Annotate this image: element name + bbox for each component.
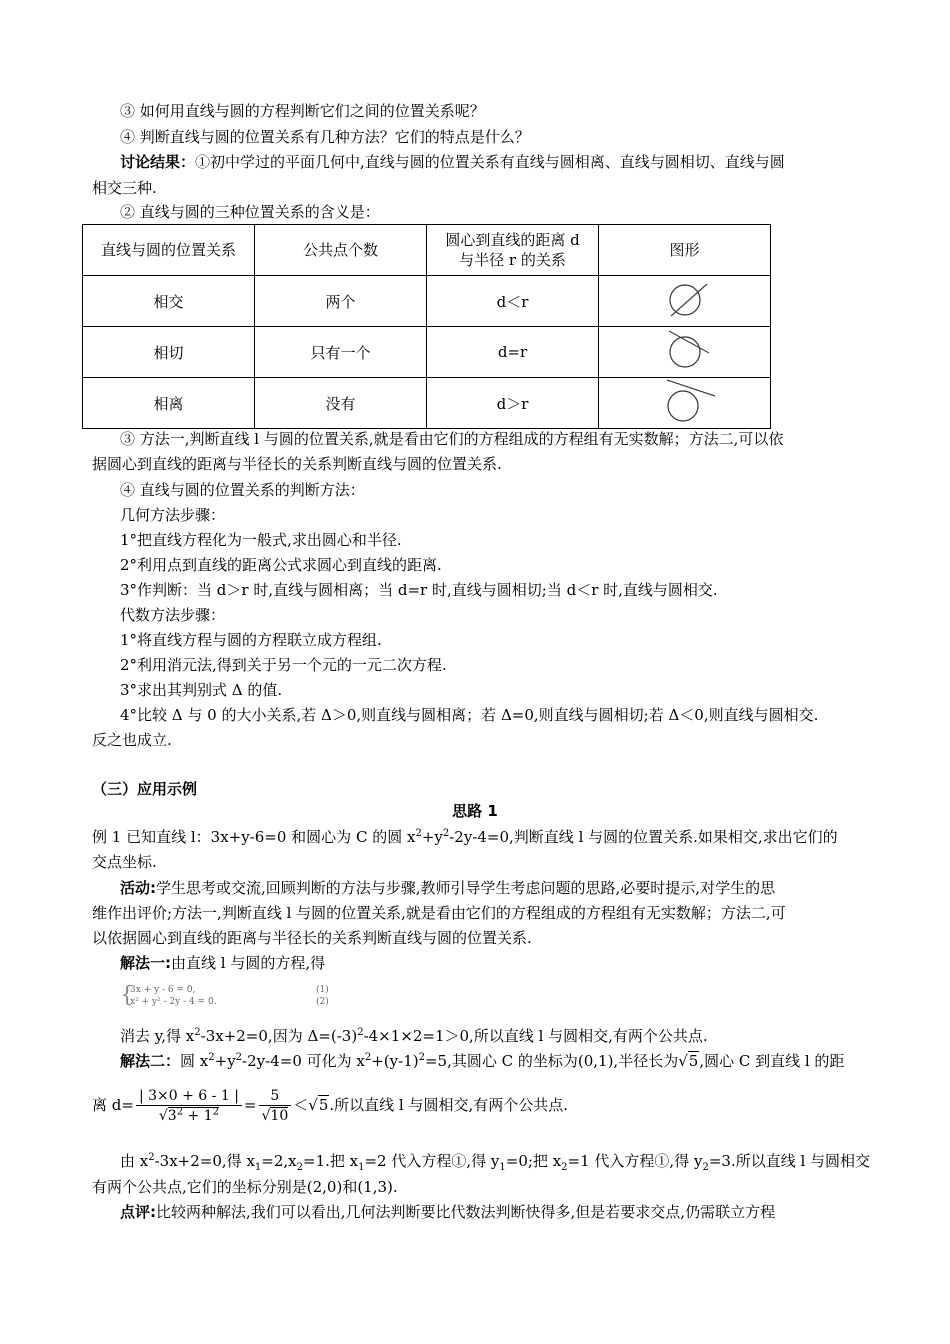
figure-intersecting (599, 276, 771, 327)
header-distance: 圆心到直线的距离 d 与半径 r 的关系 (427, 225, 599, 276)
figure-tangent (599, 327, 771, 378)
algebra-step-4-cont: 反之也成立. (92, 731, 172, 749)
method-para-1: ③ 方法一,判断直线 l 与圆的位置关系,就是看由它们的方程组成的方程组有无实数解；方法二,可以依 (120, 430, 784, 448)
equation-system: { 3x + y - 6 = 0, (1) x² + y² - 2y - 4 = 0. (2) (120, 983, 329, 1008)
distance-fraction: $\frac{| 3\times 0 + 6 - 1 |}{√3^2 + 1^2}$ (136, 1087, 242, 1126)
comment-label: 点评: (120, 1203, 156, 1221)
solution-2-label: 解法二： (120, 1052, 181, 1070)
method-para-1-cont: 据圆心到直线的距离与半径长的关系判断直线与圆的位置关系. (92, 455, 502, 473)
elimination: 消去 y,得 $x^2-3x+2=0$,因为 $\Delta=(-3)^2-4\times 1\times 2=1>0$,所以直线 l 与圆相交,有两个公共点. (120, 1027, 708, 1045)
table-row: 相交 两个 d＜r (83, 276, 771, 327)
tangent-figure-icon (645, 327, 725, 373)
geometry-step-1: 1°把直线方程化为一般式,求出圆心和半径. (120, 531, 402, 549)
geometry-step-2: 2°利用点到直线的距离公式求圆心到直线的距离. (120, 556, 442, 574)
comment: 点评:比较两种解法,我们可以看出,几何法判断要比代数法判断快得多,但是若要求交点,仍需联立方程 (120, 1203, 776, 1221)
roots-cont: 有两个公共点,它们的坐标分别是(2,0)和(1,3). (92, 1178, 398, 1196)
activity-cont-1: 维作出评价;方法一,判断直线 l 与圆的位置关系,就是看由它们的方程组成的方程组有无实数解；方法二,可 (92, 904, 786, 922)
header-relation: 直线与圆的位置关系 (83, 225, 255, 276)
activity-label: 活动: (120, 879, 156, 897)
discussion-result-cont: 相交三种. (92, 179, 157, 197)
sqrt-5: √5 (678, 1052, 699, 1070)
header-figure: 图形 (599, 225, 771, 276)
discussion-result-label: 讨论结果： (120, 153, 196, 171)
algebra-step-3: 3°求出其判别式 Δ 的值. (120, 681, 283, 699)
table-header-row (83, 225, 771, 276)
example-1: 例 1 已知直线 l：3x+y-6=0 和圆心为 C 的圆 $x^2+y^2-2y-4=0$,判断直线 l 与圆的位置关系.如果相交,求出它们的 (92, 828, 838, 846)
algebra-step-1: 1°将直线方程与圆的方程联立成方程组. (120, 631, 382, 649)
figure-separate (599, 378, 771, 429)
distance-formula: 离 d= $\frac{| 3\times 0 + 6 - 1 |}{√3^2 + 1^2}$ = $\frac{5}{√10}$ ＜√5.所以直线 l 与圆相交,有两个公共点. (92, 1087, 569, 1124)
discussion-result: 讨论结果：①初中学过的平面几何中,直线与圆的位置关系有直线与圆相离、直线与圆相切、直线与圆 (120, 153, 785, 171)
solution-2: 解法二：圆 $x^2+y^2-2y-4=0$ 可化为 $x^2+(y-1)^2=5$,其圆心 C 的坐标为(0,1),半径长为√5,圆心 C 到直线 l 的距 (120, 1052, 845, 1070)
section-subtitle: 思路 1 (452, 802, 498, 820)
meaning-heading: ② 直线与圆的三种位置关系的含义是： (120, 203, 380, 221)
method-para-2: ④ 直线与圆的位置关系的判断方法： (120, 481, 365, 499)
algebra-step-2: 2°利用消元法,得到关于另一个元的一元二次方程. (120, 656, 447, 674)
table-row: 相切 只有一个 d=r (83, 327, 771, 378)
solution-1-label: 解法一: (120, 954, 171, 972)
activity: 活动:学生思考或交流,回顾判断的方法与步骤,教师引导学生考虑问题的思路,必要时提示,对学生的思 (120, 879, 776, 897)
solution-1: 解法一:由直线 l 与圆的方程,得 (120, 954, 326, 972)
brace-icon: { (120, 983, 134, 1008)
table-row: 相离 没有 d＞r (83, 378, 771, 429)
algebra-title: 代数方法步骤： (120, 606, 226, 624)
example-1-cont: 交点坐标. (92, 853, 157, 871)
five-over-sqrt10: $\frac{5}{√10}$ (259, 1087, 292, 1126)
header-count: 公共点个数 (255, 225, 427, 276)
question-3: ③ 如何用直线与圆的方程判断它们之间的位置关系呢？ (120, 102, 485, 120)
separate-figure-icon (645, 378, 725, 424)
algebra-step-4: 4°比较 Δ 与 0 的大小关系,若 Δ＞0,则直线与圆相离；若 Δ=0,则直线与圆相切;若 Δ＜0,则直线与圆相交. (120, 706, 819, 724)
geometry-title: 几何方法步骤： (120, 506, 226, 524)
activity-cont-2: 以依据圆心到直线的距离与半径长的关系判断直线与圆的位置关系. (92, 929, 532, 947)
geometry-step-3: 3°作判断：当 d＞r 时,直线与圆相离；当 d=r 时,直线与圆相切;当 d＜r 时,直线与圆相交. (120, 581, 718, 599)
section-title: （三）应用示例 (92, 780, 198, 798)
question-4: ④ 判断直线与圆的位置关系有几种方法？它们的特点是什么？ (120, 128, 530, 146)
roots: 由 $x^2-3x+2=0$,得 $x_1=2,x_2=1$.把 $x_1=2$ 代入方程①,得 $y_1=0$;把 $x_2=1$ 代入方程①,得 $y_2=3$.所以直线 l 与圆相交 (120, 1152, 871, 1173)
intersect-figure-icon (645, 276, 725, 322)
relation-table (82, 224, 771, 429)
